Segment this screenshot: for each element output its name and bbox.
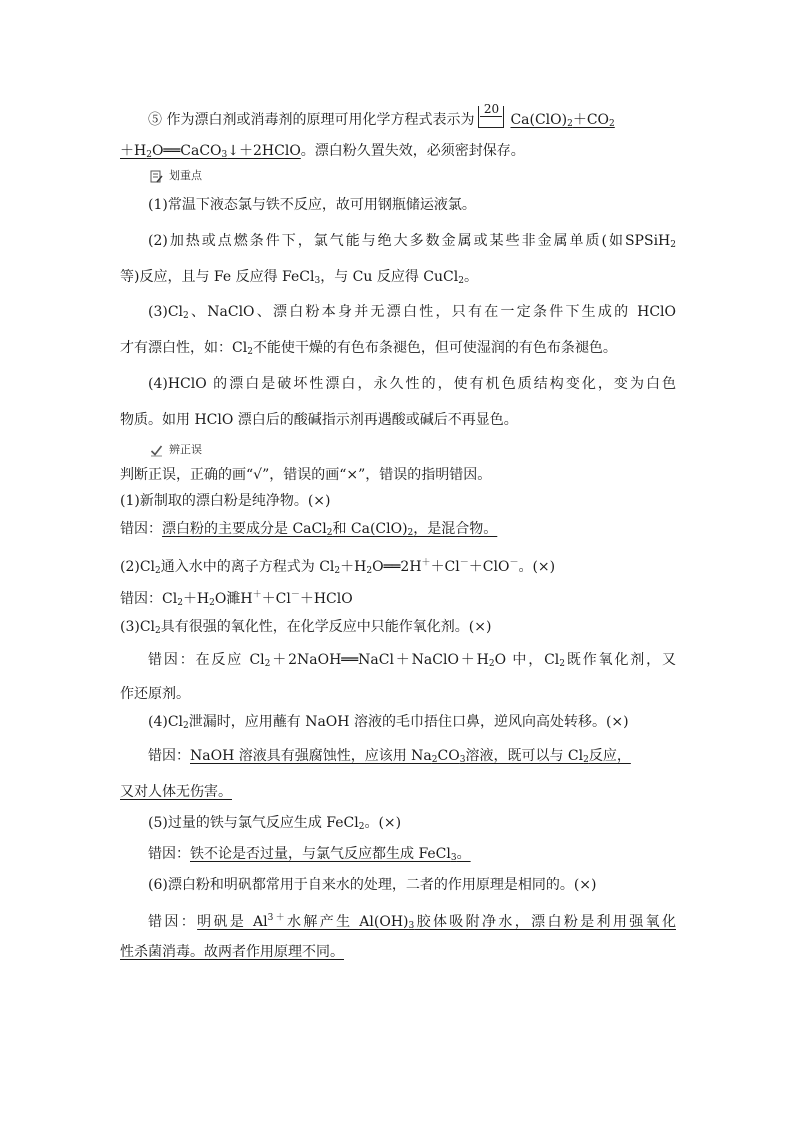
point-3-line-1: $(3)Cl_2$、NaClO、漂白粉本身并无漂白性，只有在一定条件下生成的 HClO — [148, 304, 676, 321]
intro-text: ⑤ 作为漂白剂或消毒剂的原理可用化学方程式表示为 — [148, 112, 475, 128]
reason-4-line-2: 又对人体无伤害。 — [120, 784, 232, 800]
question-5: (5)过量的铁与氯气反应生成 FeCl$_2$。(×) — [148, 815, 402, 832]
reason-1: 错因：漂白粉的主要成分是 CaCl$_2$和 $Ca(ClO)_2$，是混合物。 — [120, 521, 498, 538]
question-6: (6)漂白粉和明矾都常用于自来水的处理，二者的作用原理是相同的。(×) — [148, 877, 597, 893]
frame-number: 20 — [483, 104, 500, 116]
reason-6-line-1: 错因：明矾是 $Al^{3+}$水解产生 $Al(OH)_3$胶体吸附净水，漂白粉是利用强氧化 — [148, 913, 676, 931]
point-3-line-2: 才有漂白性，如：$Cl_2$不能使干燥的有色布条褪色，但可使湿润的有色布条褪色。 — [120, 340, 617, 357]
reason-5: 错因：铁不论是否过量，与氯气反应都生成 FeCl$_3$。 — [148, 846, 471, 863]
point-4-line-1: (4)HClO 的漂白是破坏性漂白，永久性的，使有机色质结构变化，变为白色 — [148, 376, 676, 392]
reason-3-line-2: 作还原剂。 — [120, 686, 190, 702]
judge-tag — [150, 442, 202, 458]
intro-equation-part-2: $+H_2O══CaCO_3↓+2HClO$ — [120, 143, 301, 160]
intro-tail: 。漂白粉久置失效，必须密封保存。 — [300, 143, 525, 159]
point-1: (1)常温下液态氯与铁不反应，故可用钢瓶储运液氯。 — [148, 197, 476, 213]
question-1: (1)新制取的漂白粉是纯净物。(×) — [120, 493, 331, 509]
reason-3-line-1: 错因：在反应 $Cl_2+2NaOH══NaCl+NaClO+H_2O$ 中，$Cl_2$既作氧化剂，又 — [148, 652, 676, 669]
question-3: $(3)Cl_2$具有很强的氧化性，在化学反应中只能作氧化剂。(×) — [120, 619, 492, 636]
question-2: $(2)Cl_2$通入水中的离子方程式为 $Cl_2+H_2O══2H^++Cl^-+ClO^-$。(×) — [120, 558, 556, 576]
point-2-line-1: (2)加热或点燃条件下，氯气能与绝大多数金属或某些非金属单质(如SPSiH$_2$ — [148, 233, 676, 250]
judge-instruction: 判断正误，正确的画“√”，错误的画“×”，错误的指明错因。 — [120, 467, 492, 483]
reason-6-line-2: 性杀菌消毒。故两者作用原理不同。 — [120, 944, 344, 960]
check-icon — [150, 444, 163, 457]
key-points-tag — [150, 168, 202, 184]
judge-label: 辨正误 — [169, 443, 202, 456]
reason-4-line-1: 错因：NaOH 溶液具有强腐蚀性，应该用 $Na_2CO_3$溶液，既可以与 $Cl_2$反应， — [148, 748, 631, 765]
point-2-line-2: 等)反应，且与 Fe 反应得 FeCl$_3$，与 Cu 反应得 CuCl$_2$。 — [120, 269, 478, 286]
condition-frame — [478, 104, 504, 130]
key-points-icon — [150, 170, 163, 183]
question-4: $(4)Cl_2$泄漏时，应用蘸有 NaOH 溶液的毛巾捂住口鼻，逆风向高处转移。(×) — [148, 714, 629, 731]
intro-line-2 — [120, 140, 676, 166]
reason-2: 错因：$Cl_2+H_2O$濉H＋＋Cl－＋HClO — [120, 590, 353, 608]
intro-equation-part-1: $Ca(ClO)_2+CO_2$ — [510, 112, 615, 129]
key-points-label: 划重点 — [169, 169, 202, 182]
point-4-line-2: 物质。如用 HClO 漂白后的酸碱指示剂再遇酸或碱后不再显色。 — [120, 412, 518, 428]
intro-line-1 — [148, 104, 676, 135]
